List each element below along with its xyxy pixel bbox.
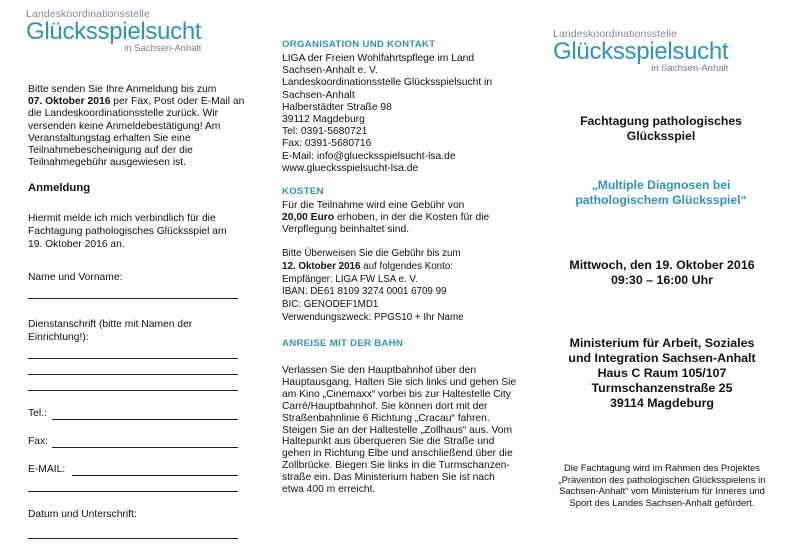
transfer-block bbox=[282, 248, 522, 325]
venue-line: Haus C Raum 105/107 bbox=[597, 366, 727, 380]
cost-post: erhoben, in der die Kosten für die Verpflegung beinhaltet sind. bbox=[282, 212, 490, 236]
logo-line2: Glücksspielsucht bbox=[553, 38, 729, 65]
org-line: Fax: 0391-5680716 bbox=[282, 138, 372, 150]
org-line: Halberstädter Straße 98 bbox=[282, 101, 392, 113]
address-label: Dienstanschrift (bitte mit Namen der Einrichtung!): bbox=[28, 319, 193, 343]
logo-line2: Glücksspielsucht bbox=[26, 18, 202, 45]
org-line: LIGA der Freien Wohlfahrtspflege im Land bbox=[282, 53, 475, 64]
funding-note: Die Fachtagung wird im Rahmen des Projektes „Prävention des pathologischen Glücksspielens in Sachsen-Anhalt“ vom Ministerium für Inneres und Sport des Landes Sachsen-Anhalt gefördert. bbox=[558, 462, 766, 508]
venue-line: Turmschanzenstraße 25 bbox=[591, 381, 733, 395]
name-field[interactable] bbox=[28, 298, 238, 299]
registration-column bbox=[0, 0, 262, 560]
transfer-bic: BIC: GENODEF1MD1 bbox=[282, 299, 379, 311]
signature-field[interactable] bbox=[28, 538, 238, 539]
address-field-1[interactable] bbox=[28, 358, 238, 359]
transfer-date-post: auf folgendes Konto: bbox=[360, 260, 454, 272]
org-email[interactable]: E-Mail: info@gluecksspielsucht-lsa.de bbox=[282, 150, 456, 162]
logo bbox=[553, 28, 728, 74]
event-date: Mittwoch, den 19. Oktober 2016 bbox=[569, 258, 755, 272]
cost-heading: KOSTEN bbox=[282, 186, 324, 197]
event-column bbox=[525, 0, 792, 560]
event-title: Fachtagung pathologisches Glücksspiel bbox=[580, 114, 742, 143]
cost-pre: Für die Teilnahme wird eine Gebühr von bbox=[282, 200, 465, 211]
email-label: E-MAIL: bbox=[28, 464, 66, 475]
logo-line3: in Sachsen-Anhalt bbox=[651, 63, 729, 74]
logo-line1: Landeskoordinationsstelle bbox=[553, 28, 677, 40]
tel-field[interactable] bbox=[52, 419, 238, 420]
event-time: 09:30 – 16:00 Uhr bbox=[611, 273, 713, 287]
org-block bbox=[282, 53, 520, 175]
registration-heading: Anmeldung bbox=[28, 182, 91, 194]
org-heading: ORGANISATION UND KONTAKT bbox=[282, 39, 436, 50]
transfer-intro: Bitte Überweisen Sie die Gebühr bis zum bbox=[282, 248, 461, 259]
intro-pre: Bitte senden Sie Ihre Anmeldung bis zum bbox=[28, 84, 217, 95]
transfer-deadline-line bbox=[282, 261, 522, 274]
name-label: Name und Vorname: bbox=[28, 272, 123, 283]
logo-line3: in Sachsen-Anhalt bbox=[124, 43, 202, 54]
event-date-block bbox=[533, 258, 791, 288]
email-field-2[interactable] bbox=[28, 491, 238, 492]
venue-line: und Integration Sachsen-Anhalt bbox=[568, 351, 756, 365]
org-line: Sachsen-Anhalt bbox=[282, 89, 355, 101]
tel-label: Tel.: bbox=[28, 408, 47, 419]
intro-deadline: 07. Oktober 2016 bbox=[28, 96, 111, 108]
fax-field[interactable] bbox=[52, 447, 238, 448]
venue-line: Ministerium für Arbeit, Soziales bbox=[569, 336, 755, 350]
info-column bbox=[262, 0, 525, 560]
org-line: 39112 Magdeburg bbox=[282, 114, 365, 126]
signature-label: Datum und Unterschrift: bbox=[28, 509, 137, 520]
transfer-recipient: Empfänger: LIGA FW LSA e. V. bbox=[282, 273, 418, 285]
intro-post: per Fax, Post oder E-Mail an die Landeskoordinationsstelle zurück. Wir versenden keine Anmeldebestätigung! Am Veranstaltungstag erhalten Sie eine Teilnahmebescheinigung auf der die Teilnahmegebühr ausgewiesen ist. bbox=[28, 96, 245, 169]
transfer-iban: IBAN: DE61 8109 3274 0001 6709 99 bbox=[282, 286, 447, 298]
transfer-reference: Verwendungszweck: PPGS10 + Ihr Name bbox=[282, 311, 464, 323]
venue-block bbox=[533, 336, 791, 411]
fax-label: Fax: bbox=[28, 436, 49, 447]
logo bbox=[26, 8, 201, 54]
train-heading: ANREISE MIT DER BAHN bbox=[282, 338, 404, 349]
email-field[interactable] bbox=[72, 475, 238, 476]
org-line: Tel: 0391-5680721 bbox=[282, 126, 368, 138]
transfer-date: 12. Oktober 2016 bbox=[282, 260, 361, 272]
registration-intro bbox=[28, 84, 254, 169]
org-line: Sachsen-Anhalt e. V. bbox=[282, 65, 378, 77]
event-subtitle: „Multiple Diagnosen bei pathologischem Glücksspiel“ bbox=[575, 178, 747, 207]
org-line: Landeskoordinationsstelle Glücksspielsucht in bbox=[282, 77, 493, 89]
cost-text bbox=[282, 200, 518, 237]
address-field-2[interactable] bbox=[28, 374, 238, 375]
org-website[interactable]: www.gluecksspielsucht-lsa.de bbox=[282, 162, 419, 174]
venue-line: 39114 Magdeburg bbox=[610, 396, 714, 410]
registration-statement: Hiermit melde ich mich verbindlich für die Fachtagung pathologisches Glücksspiel am 19. Oktober 2016 an. bbox=[28, 213, 227, 251]
train-directions: Verlassen Sie den Hauptbahnhof über den Hauptausgang. Halten Sie sich links und gehen Sie am Kino „Cinemaxx“ vorbei bis zur Haltestelle City Carré/Hauptbahnhof. Sie können dort mit der Straßenbahnlinie 6 Richtung „Cracau“ fahren. Steigen Sie an der Haltestelle „Zollhaus“ aus. Vom Haltepunkt aus überqueren Sie die Straße und gehen in Richtung Elbe und anschließend über die Zollbrücke. Biegen Sie links in die Turmschanzen-straße ein. Das Ministerium haben Sie ist nach etwa 400 m erreicht. bbox=[282, 365, 517, 496]
address-field-3[interactable] bbox=[28, 390, 238, 391]
cost-amount: 20,00 Euro bbox=[282, 212, 335, 224]
logo-line1: Landeskoordinationsstelle bbox=[26, 8, 150, 20]
